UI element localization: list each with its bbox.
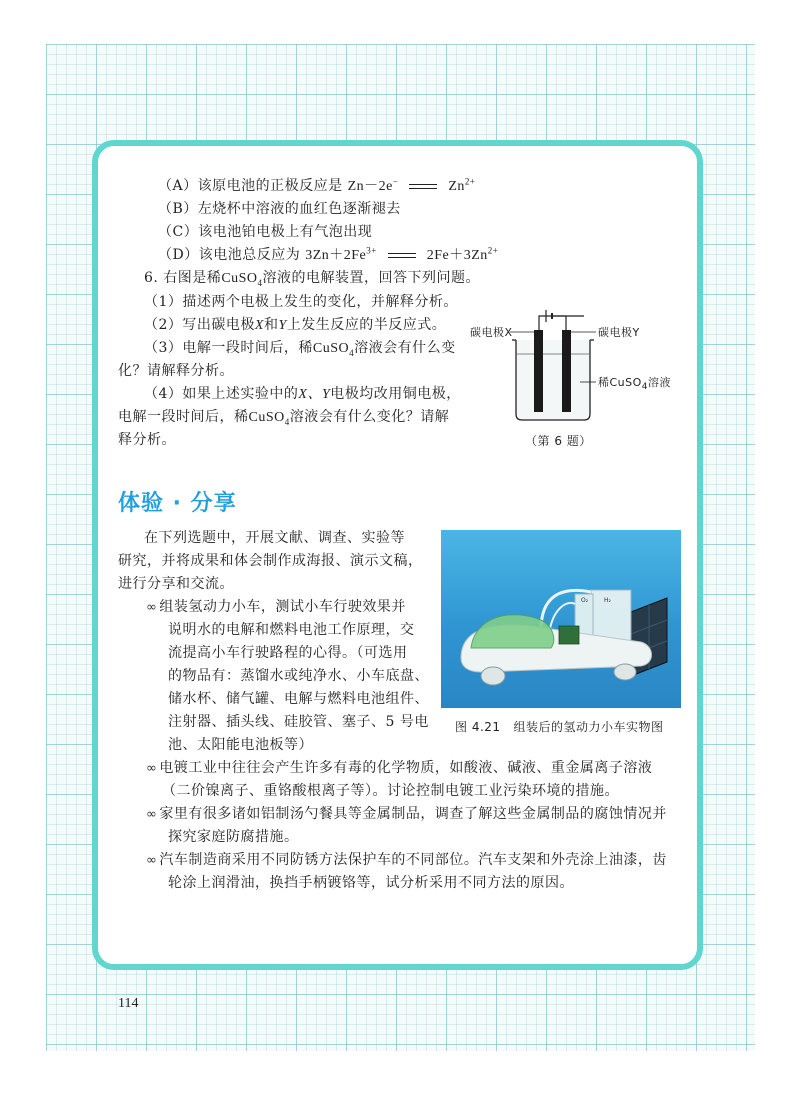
fuel-cell-board <box>559 626 579 644</box>
share-intro-line-3: 进行分享和交流。 <box>118 576 234 592</box>
infinity-bullet-icon: ∞ <box>146 853 158 868</box>
label-h2: H₂ <box>604 597 611 604</box>
question-6-part-4-cont2: 释分析。 <box>118 432 176 448</box>
share-item-1-line-5: 储水杯、储气罐、电解与燃料电池组件、 <box>168 691 429 707</box>
share-item-3-line-2: 探究家庭防腐措施。 <box>168 829 299 845</box>
label-o2: O₂ <box>581 597 589 604</box>
share-intro-line-1: 在下列选题中，开展文献、调查、实验等 <box>144 530 405 546</box>
car-wheel-front <box>481 667 505 685</box>
car-dome <box>471 615 554 648</box>
infinity-bullet-icon: ∞ <box>146 807 158 822</box>
share-item-4-line-2: 轮涂上润滑油，换挡手柄镀铬等，试分析采用不同方法的原因。 <box>168 875 574 891</box>
question-6-part-4-cont: 电解一段时间后，稀CuSO$_4$溶液会有什么变化？请解 <box>118 409 450 427</box>
label-solution: 稀CuSO$_4$溶液 <box>598 376 672 393</box>
option-c: （C）该电池铂电极上有气泡出现 <box>158 224 373 240</box>
carbon-electrode-x <box>534 330 543 412</box>
section-heading: 体验 · 分享 <box>118 491 237 516</box>
question-6-part-2: （2）写出碳电极X和Y上发生反应的半反应式。 <box>144 317 447 333</box>
question-6-part-3-cont: 化？请解释分析。 <box>118 363 234 379</box>
carbon-electrode-y <box>562 330 571 412</box>
car-wheel-rear <box>614 664 636 680</box>
label-electrode-y: 碳电极Y <box>598 326 640 339</box>
infinity-bullet-icon: ∞ <box>146 600 158 615</box>
share-intro-line-2: 研究，并将成果和体会制作成海报、演示文稿， <box>118 553 423 569</box>
share-item-1-line-6: 注射器、插头线、硅胶管、塞子、5 号电 <box>168 714 429 730</box>
option-d: （D）该电池总反应为 $3Zn+2Fe^{3+}$ $2Fe+3Zn^{2+}$ <box>158 245 499 263</box>
option-b: （B）左烧杯中溶液的血红色逐渐褪去 <box>158 201 401 217</box>
hydrogen-car-illustration <box>441 530 681 708</box>
share-item-2-line-2: （二价镍离子、重铬酸根离子等）。讨论控制电镀工业污染环境的措施。 <box>162 783 619 799</box>
question-6-part-1: （1）描述两个电极上发生的变化，并解释分析。 <box>144 294 458 310</box>
share-item-3: ∞ 家里有很多诸如铝制汤勺餐具等金属制品，调查了解这些金属制品的腐蚀情况并 <box>146 806 667 822</box>
share-item-1: ∞ 组装氢动力小车，测试小车行驶效果并 <box>146 599 406 615</box>
equals-sign <box>409 184 437 189</box>
label-electrode-x: 碳电极X <box>470 326 513 339</box>
share-item-4: ∞ 汽车制造商采用不同防锈方法保护车的不同部位。汽车支架和外壳涂上油漆，齿 <box>146 852 667 868</box>
equals-sign <box>388 253 416 258</box>
figure-4-21-caption: 图 4.21 组装后的氢动力小车实物图 <box>455 720 664 734</box>
page-number: 114 <box>118 996 139 1011</box>
question-6-part-3: （3）电解一段时间后，稀CuSO$_4$溶液会有什么变 <box>144 340 456 358</box>
option-a: （A）该原电池的正极反应是 Zn－2e− $Zn^{2+}$ <box>158 176 476 194</box>
question-6-intro: 6. 右图是稀CuSO$_4$溶液的电解装置，回答下列问题。 <box>144 270 481 288</box>
figure-6-caption: （第 6 题） <box>525 434 592 448</box>
share-item-1-line-2: 说明水的电解和燃料电池工作原理，交 <box>168 622 415 638</box>
hydrogen-car-photo <box>441 530 681 708</box>
question-6-part-4: （4）如果上述实验中的X、Y电极均改用铜电极， <box>144 386 461 402</box>
infinity-bullet-icon: ∞ <box>146 761 158 776</box>
share-item-1-line-4: 的物品有：蒸馏水或纯净水、小车底盘、 <box>168 668 429 684</box>
beaker <box>516 340 590 420</box>
share-item-1-line-3: 流提高小车行驶路程的心得。（可选用 <box>168 645 408 661</box>
share-item-1-line-7: 池、太阳能电池板等） <box>168 737 313 753</box>
share-item-2: ∞ 电镀工业中往往会产生许多有毒的化学物质，如酸液、碱液、重金属离子溶液 <box>146 760 653 776</box>
